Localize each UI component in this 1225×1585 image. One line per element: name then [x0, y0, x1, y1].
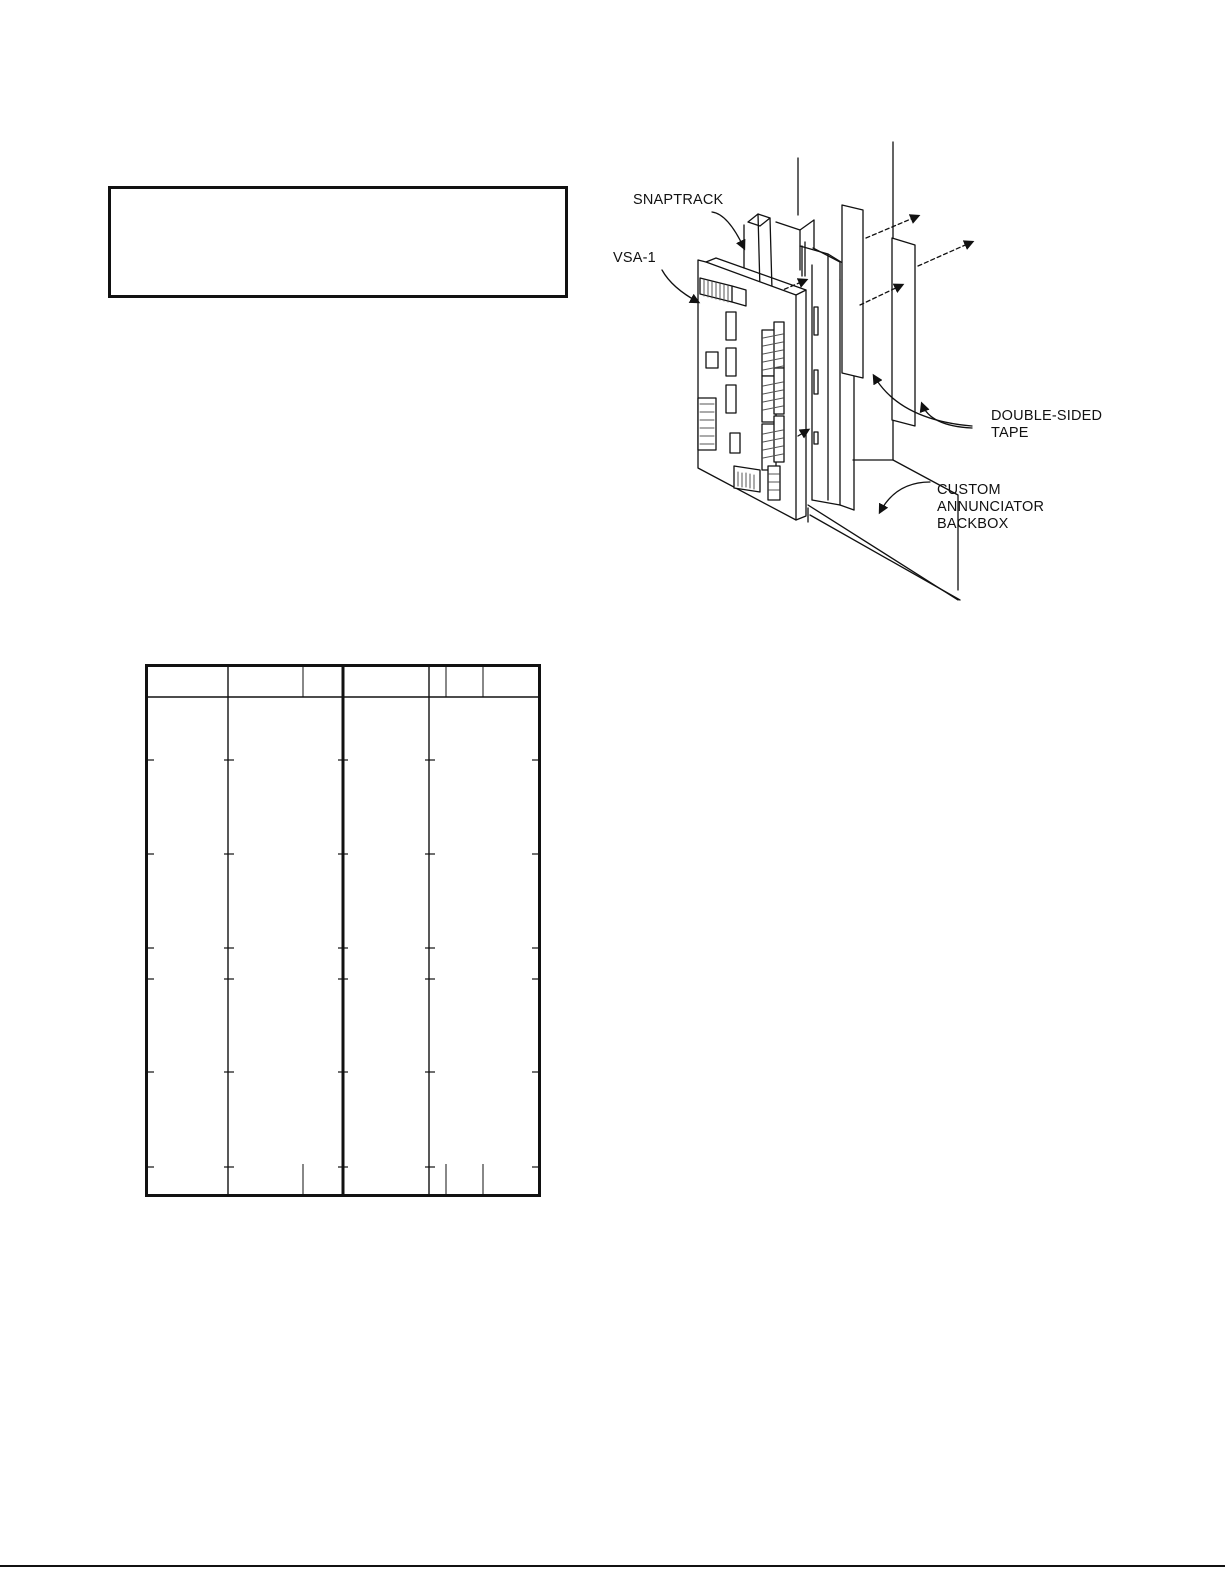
- table-grid-lines: [148, 667, 538, 1194]
- label-double-sided-tape: DOUBLE-SIDED TAPE: [991, 408, 1103, 441]
- empty-table-grid: [145, 664, 541, 1197]
- notice-box: [108, 186, 568, 298]
- backbox-walls: [798, 142, 960, 600]
- tape-strips: [842, 205, 915, 426]
- label-snaptrack: SNAPTRACK: [633, 192, 724, 208]
- movement-arrows: [778, 216, 972, 436]
- page-bottom-rule: [0, 1565, 1225, 1567]
- vsa-1-board: [698, 258, 806, 520]
- label-custom-annunciator-backbox: CUSTOM ANNUNCIATOR BACKBOX: [937, 482, 1045, 532]
- installation-diagram: [600, 130, 1140, 620]
- label-vsa-1: VSA-1: [613, 250, 656, 266]
